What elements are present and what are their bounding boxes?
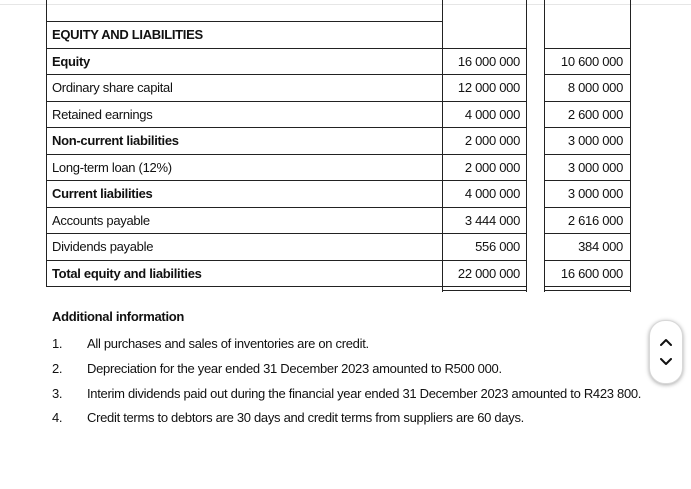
value-2023: 2 000 000 [464,159,520,175]
value-2022: 10 600 000 [560,53,623,69]
value-2022: 2 616 000 [567,212,623,228]
info-item-number: 4. [52,410,63,425]
info-item-number: 2. [52,361,63,376]
value-2022: 384 000 [578,239,623,254]
row-label: Dividends payable [52,239,154,254]
value-2023: 16 000 000 [457,53,520,69]
info-item [52,361,502,376]
info-item [52,336,369,351]
chevron-up-icon[interactable] [656,332,676,352]
additional-info-title: Additional information [52,309,185,324]
value-2023: 22 000 000 [457,265,520,281]
value-2022: 8 000 000 [567,80,623,95]
col1-left-border [442,0,443,292]
row-label: Ordinary share capital [52,80,173,95]
value-2022: 2 600 000 [567,106,623,122]
row-label: Equity [52,53,90,69]
row-label: Retained earnings [52,106,153,122]
col2-double-underline [544,290,630,291]
info-item-number: 1. [52,336,63,351]
info-item-text: All purchases and sales of inventories are on credit. [87,336,369,351]
value-2023: 12 000 000 [457,80,520,95]
value-2023: 556 000 [475,239,520,254]
info-item-text: Depreciation for the year ended 31 December 2023 amounted to R500 000. [87,361,502,376]
info-item [52,410,524,425]
value-2023: 3 444 000 [464,212,520,228]
row-label: Current liabilities [52,186,153,201]
row-divider [46,48,442,49]
col2-right-border [630,0,631,292]
info-item-text: Interim dividends paid out during the financial year ended 31 December 2023 amounted to R423 800. [87,386,642,401]
col1-double-underline [442,290,526,291]
col2-left-border [544,0,545,292]
chevron-down-icon[interactable] [656,352,676,372]
info-item-text: Credit terms to debtors are 30 days and credit terms from suppliers are 60 days. [87,410,524,425]
value-2023: 4 000 000 [464,106,520,122]
value-2022: 3 000 000 [567,133,623,148]
row-label: Total equity and liabilities [52,265,202,281]
value-2022: 16 600 000 [560,265,623,281]
row-label: Accounts payable [52,212,150,228]
value-2022: 3 000 000 [567,186,623,201]
top-divider [0,4,691,5]
info-item [52,386,641,401]
table-left-border [46,0,47,286]
value-2022: 3 000 000 [567,159,623,175]
info-item-number: 3. [52,386,63,401]
col1-right-border [526,0,527,292]
row-label: Long-term loan (12%) [52,159,172,175]
value-2023: 2 000 000 [464,133,520,148]
section-heading: EQUITY AND LIABILITIES [52,27,203,42]
page-nav-control [649,320,683,384]
row-label: Non-current liabilities [52,133,179,148]
value-2023: 4 000 000 [464,186,520,201]
